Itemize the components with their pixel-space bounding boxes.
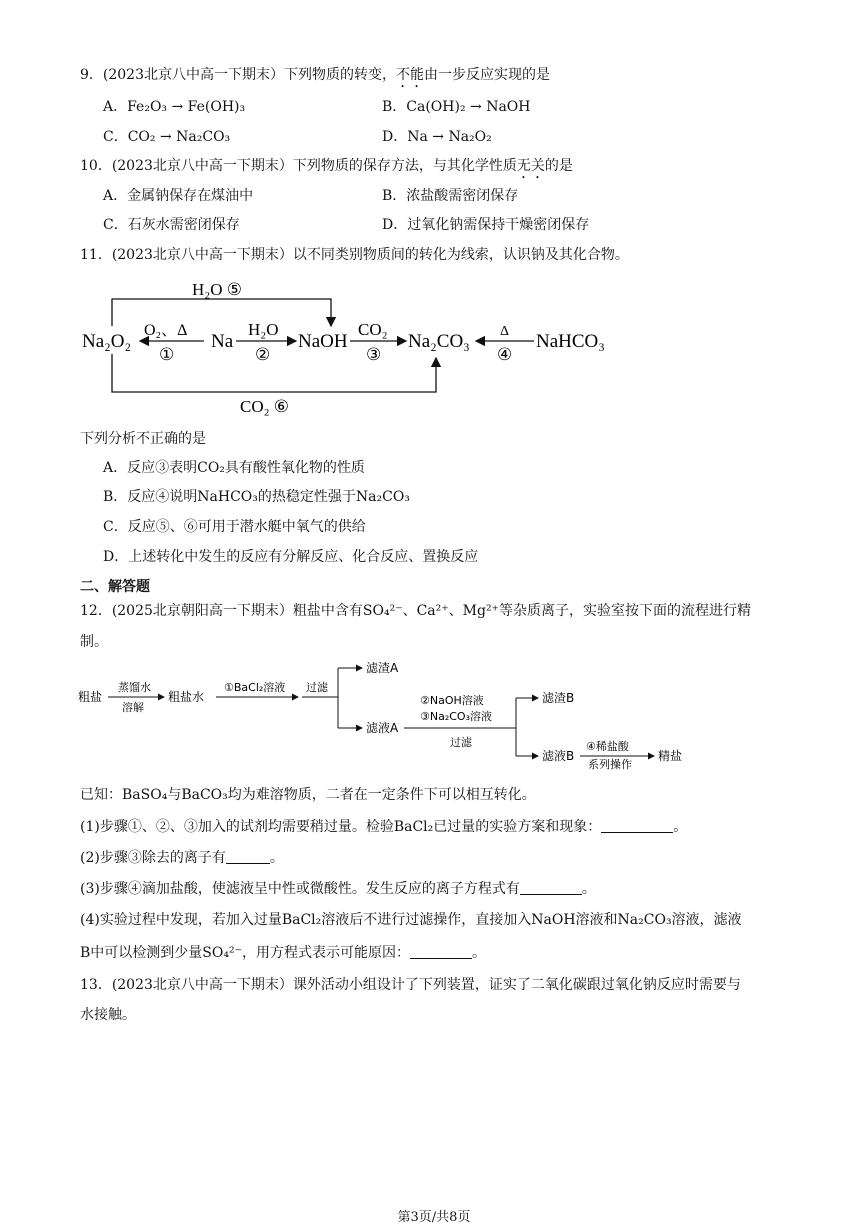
question-11-stem: 11．(2023北京八中高一下期末）以不同类别物质间的转化为线索，认识钠及其化合物。 [80,247,629,263]
q12-sub4-line2 [80,944,486,962]
q12-sub3-end: 。 [581,881,596,897]
q12-sub4-end: 。 [471,945,486,961]
reaction-1-number: ① [159,345,175,364]
q12-stem-line2: 制。 [80,634,108,650]
q12-sub1-text: (1)步骤①、②、③加入的试剂均需要稍过量。检验BaCl₂已过量的实验方案和现象： [80,819,602,835]
flow-brine: 粗盐水 [168,690,205,704]
q11-option-c: C．反应⑤、⑥可用于潜水艇中氧气的供给 [103,519,366,535]
flow-filter2: 过滤 [450,736,472,749]
question-10-stem [80,157,573,182]
page-footer: 第3页/共8页 [397,1210,471,1225]
q12-sub2 [80,849,284,867]
section-heading: 二、解答题 [80,579,150,595]
q10-option-b: B．浓盐酸需密闭保存 [382,188,519,204]
flow-crude-salt: 粗盐 [78,690,103,704]
reaction-1-condition: O₂、Δ [144,322,188,339]
q9-option-c: C．CO₂ → Na₂CO₃ [103,129,231,145]
q12-sub1-end: 。 [673,819,688,835]
flow-residue-a: 滤渣A [366,661,399,675]
q9-stem-start: 9．(2023北京八中高一下期末）下列物质的转变， [80,67,396,83]
q12-sub2-end: 。 [269,850,284,866]
answer-blank-3[interactable] [520,880,582,895]
flow-series-operations: 系列操作 [588,758,632,771]
reaction-2-number: ② [255,345,271,364]
flow-step2-naoh: ②NaOH溶液 [420,694,484,707]
q9-emphasis: 不能 [396,67,424,83]
reaction-5-label: H₂O ⑤ [192,280,242,299]
q10-option-c: C．石灰水需密闭保存 [103,217,240,233]
q12-sub3-text: (3)步骤④滴加盐酸，使滤液呈中性或微酸性。发生反应的离子方程式有 [80,881,520,897]
flow-step4-hcl: ④稀盐酸 [586,740,629,753]
q11-prompt: 下列分析不正确的是 [80,431,206,447]
q11-option-a: A．反应③表明CO₂具有酸性氧化物的性质 [103,460,365,476]
q12-stem-line1: 12．(2025北京朝阳高一下期末）粗盐中含有SO₄²⁻、Ca²⁺、Mg²⁺等杂质离子，实验室按下面的流程进行精 [80,603,751,619]
q10-emphasis: 无关 [516,158,545,174]
q12-sub2-text: (2)步骤③除去的离子有 [80,850,226,866]
species-na2o2: Na₂O₂ [82,331,132,352]
flow-refined-salt: 精盐 [658,749,683,763]
flow-step1-bacl2: ①BaCl₂溶液 [224,681,286,694]
q13-stem-line1: 13．(2023北京八中高一下期末）课外活动小组设计了下列装置，证实了二氧化碳跟过氧化钠反应时需要与 [80,977,741,993]
answer-blank-4[interactable] [410,944,472,959]
flow-distilled-water: 蒸馏水 [118,681,151,694]
q12-known: 已知：BaSO₄与BaCO₃均为难溶物质，二者在一定条件下可以相互转化。 [80,787,536,803]
q11-option-b: B．反应④说明NaHCO₃的热稳定性强于Na₂CO₃ [103,489,410,505]
answer-blank-1[interactable] [601,818,673,833]
q13-stem-line2: 水接触。 [80,1007,136,1023]
q11-option-d: D．上述转化中发生的反应有分解反应、化合反应、置换反应 [103,549,479,565]
reaction-3-number: ③ [366,345,382,364]
q12-sub1 [80,818,687,836]
purification-flowchart [76,656,716,772]
flow-residue-b: 滤渣B [542,691,575,705]
q12-sub3 [80,880,596,898]
q10-stem-end: 的是 [544,158,573,174]
reaction-4-condition: Δ [500,324,510,339]
q9-option-d: D．Na → Na₂O₂ [382,129,492,145]
species-nahco3: NaHCO₃ [536,331,605,352]
reaction-4-number: ④ [497,345,513,364]
q9-stem-end: 由一步反应实现的是 [424,67,550,83]
q10-option-a: A．金属钠保存在煤油中 [103,188,254,204]
q10-option-d: D．过氧化钠需保持干燥密闭保存 [382,217,590,233]
q9-option-b: B．Ca(OH)₂ → NaOH [382,99,531,115]
q9-option-a: A．Fe₂O₃ → Fe(OH)₃ [103,99,246,115]
q10-stem-start: 10．(2023北京八中高一下期末）下列物质的保存方法，与其化学性质 [80,158,517,174]
q12-sub4-text: B中可以检测到少量SO₄²⁻，用方程式表示可能原因： [80,945,410,961]
question-9-stem [80,66,550,91]
reaction-2-condition: H₂O [248,320,279,339]
flow-filtrate-a: 滤液A [366,721,399,735]
q12-sub4-line1: (4)实验过程中发现，若加入过量BaCl₂溶液后不进行过滤操作，直接加入NaOH溶液和Na₂CO₃溶液，滤液 [80,912,742,928]
reaction-6-label: CO₂ ⑥ [240,397,290,416]
reaction-3-condition: CO₂ [358,320,388,339]
species-naoh: NaOH [298,331,348,352]
sodium-conversion-diagram [76,274,636,420]
flow-step3-na2co3: ③Na₂CO₃溶液 [420,710,492,723]
flow-dissolve: 溶解 [122,701,144,714]
answer-blank-2[interactable] [226,849,270,864]
species-na: Na [211,331,234,352]
flow-filtrate-b: 滤液B [542,749,575,763]
flow-filter1: 过滤 [306,681,328,694]
species-na2co3: Na₂CO₃ [408,331,470,352]
